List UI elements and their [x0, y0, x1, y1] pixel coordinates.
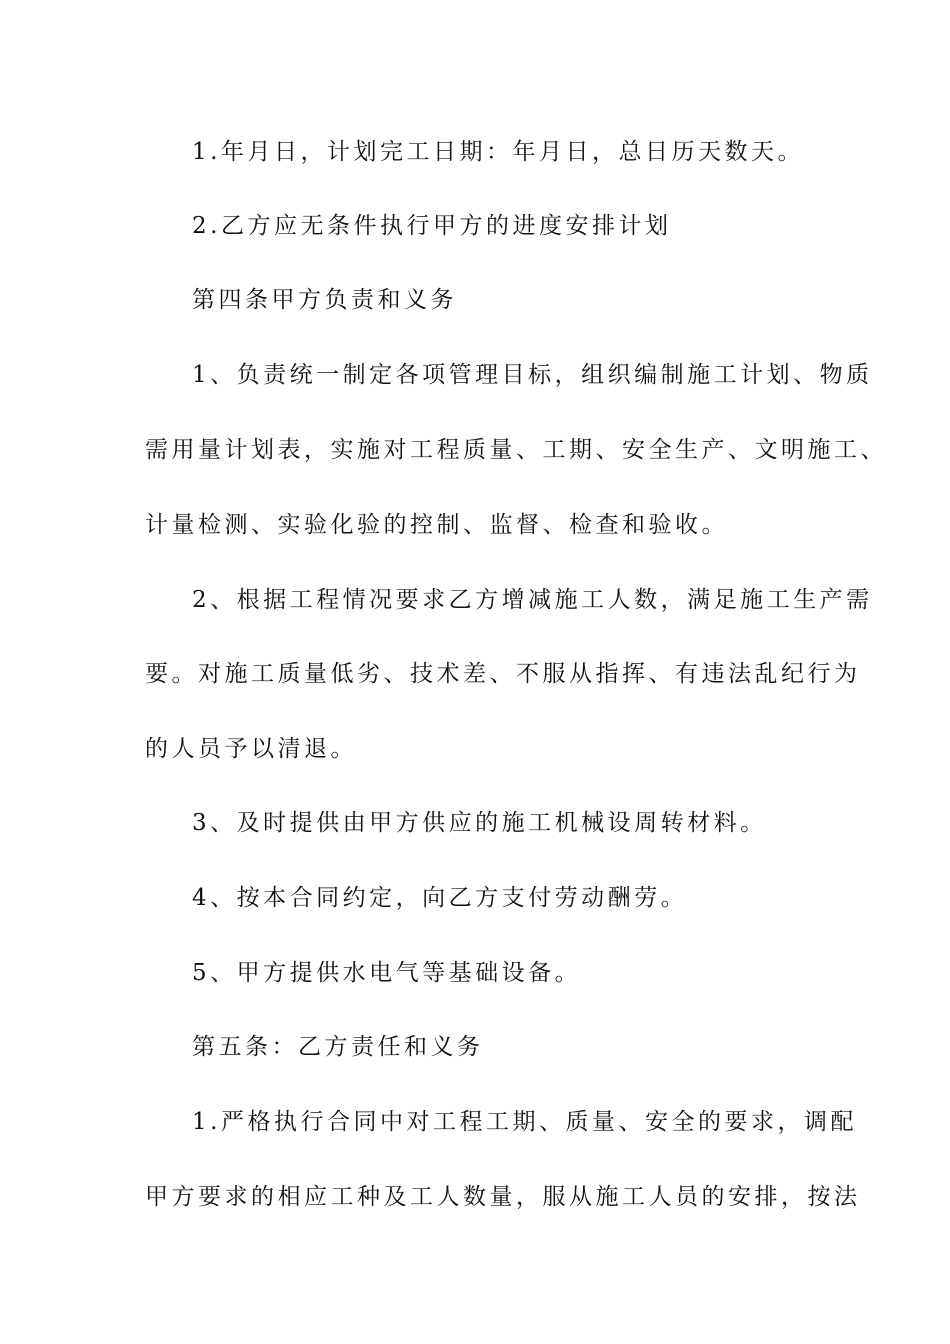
paragraph-line: 3、及时提供由甲方供应的施工机械设周转材料。 [192, 810, 767, 836]
paragraph-line: 的人员予以清退。 [145, 736, 357, 762]
paragraph-line: 1.年月日，计划完工日期：年月日，总日历天数天。 [192, 139, 804, 165]
paragraph-line: 要。对施工质量低劣、技术差、不服从指挥、有违法乱纪行为 [145, 661, 861, 687]
paragraph-line: 1、负责统一制定各项管理目标，组织编制施工计划、物质 [192, 362, 873, 388]
paragraph-line: 2.乙方应无条件执行甲方的进度安排计划 [192, 213, 672, 239]
paragraph-line: 计量检测、实验化验的控制、监督、检查和验收。 [145, 512, 728, 538]
paragraph-line: 5、甲方提供水电气等基础设备。 [192, 960, 582, 986]
paragraph-line: 需用量计划表，实施对工程质量、工期、安全生产、文明施工、 [145, 437, 887, 463]
section-heading: 第五条：乙方责任和义务 [192, 1034, 484, 1060]
paragraph-line: 2、根据工程情况要求乙方增减施工人数，满足施工生产需 [192, 587, 873, 613]
paragraph-line: 4、按本合同约定，向乙方支付劳动酬劳。 [192, 885, 688, 911]
paragraph-line: 1.严格执行合同中对工程工期、质量、安全的要求，调配 [192, 1109, 857, 1135]
section-heading: 第四条甲方负责和义务 [192, 287, 457, 313]
paragraph-line: 甲方要求的相应工种及工人数量，服从施工人员的安排，按法 [145, 1184, 861, 1210]
